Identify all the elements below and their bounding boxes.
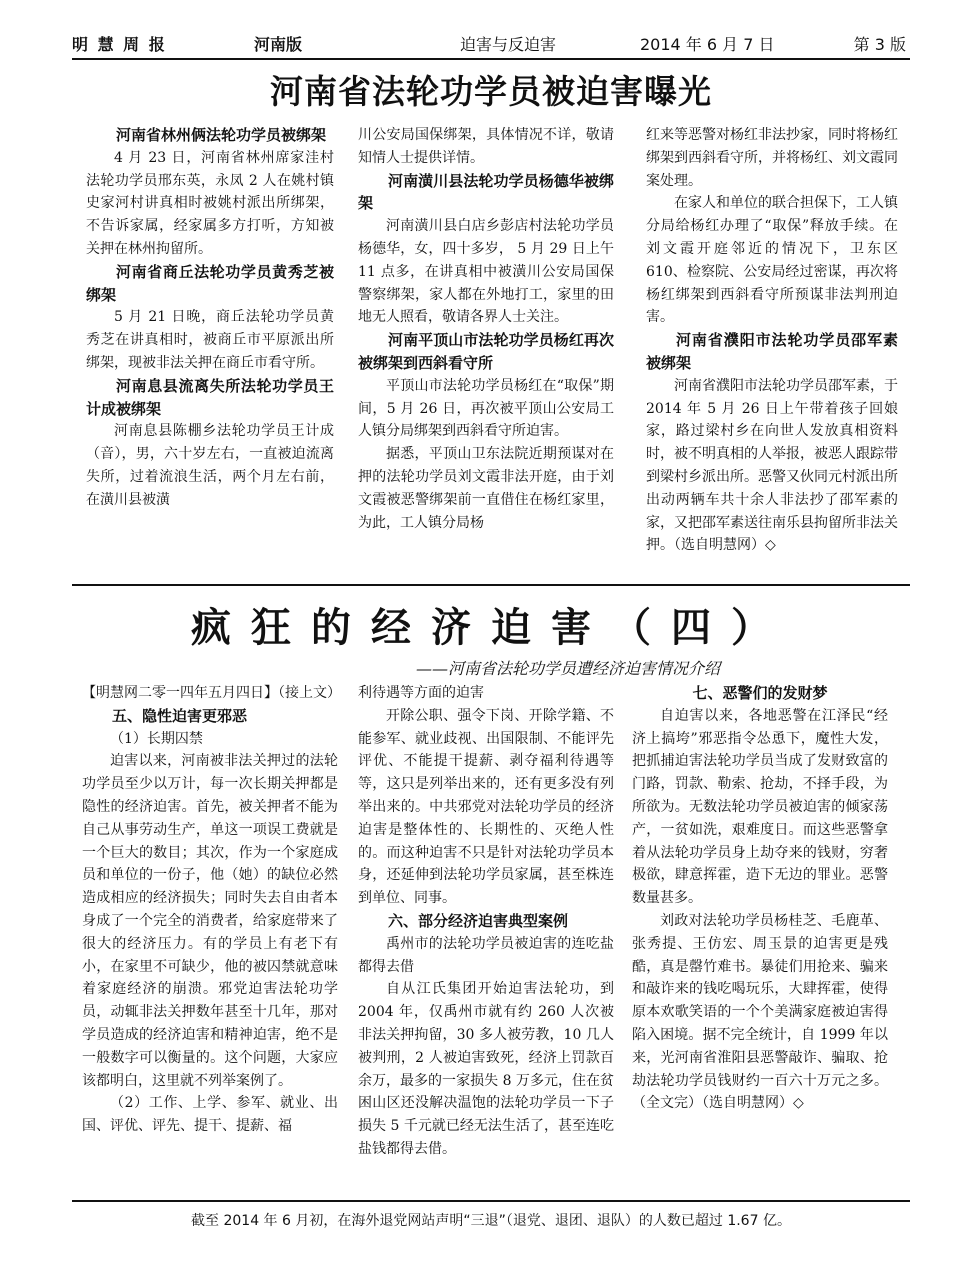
- paragraph: 自从江氏集团开始迫害法轮功，到 2004 年，仅禹州市就有约 260 人次被非法关押拘留，30 多人被劳教，10 几人被判刑，2 人被迫害致死，经济上罚款百余万，最多的一家损失 8 万多元，住在贫困山区还没解决温饱的法轮功学员一下子损失 5 千元就已经无法生活了，甚至连吃盐钱都得去借。: [358, 981, 614, 1157]
- subheading: 河南省商丘法轮功学员黄秀芝被绑架: [86, 262, 334, 304]
- paragraph: 在家人和单位的联合担保下，工人镇分局给杨红办理了“取保”释放手续。在刘文霞开庭邻近的情况下，卫东区 610、检察院、公安局经过密谋，再次将杨红绑架到西斜看守所预谋非法判刑迫害。: [646, 195, 898, 326]
- subheading: 七、恶警们的发财梦: [692, 684, 828, 702]
- article1-column-1: [86, 124, 334, 512]
- subheading: 河南潢川县法轮功学员杨德华被绑架: [358, 171, 614, 213]
- page-header: [72, 32, 910, 56]
- section-name: 迫害与反迫害: [460, 35, 557, 54]
- paragraph: 川公安局国保绑架，具体情况不详，敬请知情人士提供详情。: [358, 127, 614, 166]
- paragraph: 红来等恶警对杨红非法抄家，同时将杨红绑架到西斜看守所，并将杨红、刘文霞同案处理。: [646, 127, 898, 189]
- subheading: 六、部分经济迫害典型案例: [388, 911, 569, 930]
- paragraph: 5 月 21 日晚，商丘法轮功学员黄秀芝在讲真相时，被商丘市平原派出所绑架，现被非法关押在商丘市看守所。: [86, 309, 334, 371]
- paragraph: 据悉，平顶山卫东法院近期预谋对在押的法轮功学员刘文霞非法开庭，由于刘文霞被恶警绑架前一直借住在杨红家里，为此，工人镇分局杨: [358, 446, 614, 531]
- subheading: 河南省林州俩法轮功学员被绑架: [116, 126, 327, 144]
- page-number: 第 3 版: [853, 35, 906, 54]
- footer-notice: 截至 2014 年 6 月初，在海外退党网站声明“三退”（退党、退团、退队）的人数已超过 1.67 亿。: [191, 1213, 791, 1229]
- paragraph: 4 月 23 日，河南省林州席家洼村法轮功学员邢东英，永凤 2 人在姚村镇史家河村讲真相时被姚村派出所绑架，不告诉家属，经家属多方打听，方知被关押在林州拘留所。: [86, 149, 334, 257]
- article2-column-3: [632, 682, 888, 1115]
- paragraph: 刘政对法轮功学员杨桂芝、毛鹿革、张秀提、王仿宏、周玉景的迫害更是残酷，真是罄竹难书。暴徒们用抢来、骗来和敲诈来的钱吃喝玩乐，大肆挥霍，使得原本欢歌笑语的一个个美满家庭被迫害得陷入困境。据不完全统计，自 1999 年以来，光河南省淮阳县恶警敲诈、骗取、抢劫法轮功学员钱财约一百六十万元之多。（全文完）（选自明慧网）◇: [632, 912, 888, 1112]
- paragraph: 利待遇等方面的迫害: [358, 685, 484, 701]
- footer-rule: [72, 1200, 910, 1202]
- edition-name: 河南版: [254, 35, 303, 54]
- subheading: 五、隐性迫害更邪恶: [112, 706, 248, 725]
- article1-title: 河南省法轮功学员被迫害曝光: [270, 72, 712, 111]
- paragraph: 禹州市的法轮功学员被迫害的连吃盐都得去借: [358, 935, 614, 975]
- paragraph: （2）工作、上学、参军、就业、出国、评优、评先、提干、提薪、福: [82, 1095, 338, 1135]
- paper-name: 明 慧 周 报: [72, 35, 167, 54]
- paragraph: 【明慧网二零一四年五月四日】（接上文）: [82, 685, 341, 701]
- paragraph: 河南潢川县白店乡彭店村法轮功学员杨德华，女，四十多岁， 5 月 29 日上午 11 点多，在讲真相中被潢川公安局国保警察绑架，家人都在外地打工，家里的田地无人照看，敬请各界人士关注。: [358, 218, 614, 326]
- paragraph: 迫害以来，河南被非法关押过的法轮功学员至少以万计，每一次长期关押都是隐性的经济迫害。首先，被关押者不能为自己从事劳动生产，单这一项误工费就是一个巨大的数目；其次，作为一个家庭成员和单位的一份子，他（她）的缺位必然造成相应的经济损失；同时失去自由者本身成了一个完全的消费者，给家庭带来了很大的经济压力。有的学员上有老下有小，在家里不可缺少，他的被囚禁就意味着家庭经济的崩溃。邪党迫害法轮功学员，动辄非法关押数年甚至十几年，那对学员造成的经济迫害和精神迫害，绝不是一般数字可以衡量的。这个问题，大家应该都明白，这里就不列举案例了。: [82, 753, 338, 1089]
- paragraph: 平顶山市法轮功学员杨红在“取保”期间，5 月 26 日，再次被平顶山公安局工人镇分局绑架到西斜看守所迫害。: [358, 377, 614, 440]
- subheading: 河南省濮阳市法轮功学员邵军素被绑架: [646, 331, 898, 372]
- paragraph: 开除公职、强令下岗、开除学籍、不能参军、就业歧视、出国限制、不能评先评优、不能提干提薪、剥夺福利待遇等等，这只是列举出来的，还有更多没有列举出来的。中共邪党对法轮功学员的经济迫害是整体性的、长期性的、灭绝人性的。而这种迫害不只是针对法轮功学员本身，还延伸到法轮功学员家属，甚至株连到单位、同事。: [358, 707, 614, 907]
- article2-column-1: [82, 682, 341, 1138]
- paragraph: 自迫害以来，各地恶警在江泽民“经济上搞垮”邪恶指令怂恿下，魔性大发，把抓捕迫害法轮功学员当成了发财致富的门路，罚款、勒索、抢劫，不择手段，为所欲为。无数法轮功学员被迫害的倾家荡产，一贫如洗，艰难度日。而这些恶警拿着从法轮功学员身上劫夺来的钱财，穷奢极欲，肆意挥霍，造下无边的罪业。恶警数量甚多。: [632, 707, 888, 907]
- subheading: 河南息县流离失所法轮功学员王计成被绑架: [86, 376, 334, 418]
- paragraph: 河南息县陈棚乡法轮功学员王计成（音），男，六十岁左右，一直被迫流离失所，过着流浪生活，两个月左右前，在潢川县被潢: [86, 423, 334, 508]
- article2-title: 疯狂的经济迫害（四）: [191, 604, 791, 651]
- paragraph: 河南省濮阳市法轮功学员邵军素，于 2014 年 5 月 26 日上午带着孩子回娘家，路过梁村乡在向世人发放真相资料时，被不明真相的人举报，被恶人跟踪带到梁村乡派出所。恶警又伙同元村派出所出动两辆车共十余人非法抄了邵军素的家，又把邵军素送往南乐县拘留所非法关押。（选自明慧网）◇: [646, 377, 898, 554]
- article1-column-2: [358, 124, 614, 534]
- article1-column-3: [646, 124, 898, 557]
- header-rule: [72, 58, 910, 60]
- article2-column-2: [358, 682, 614, 1161]
- article2-subtitle: ——河南省法轮功学员遭经济迫害情况介绍: [415, 659, 720, 678]
- section-divider: [72, 584, 910, 586]
- subheading: 河南平顶山市法轮功学员杨红再次被绑架到西斜看守所: [358, 331, 614, 372]
- issue-date: 2014 年 6 月 7 日: [640, 35, 775, 54]
- paragraph: （1）长期囚禁: [110, 730, 203, 747]
